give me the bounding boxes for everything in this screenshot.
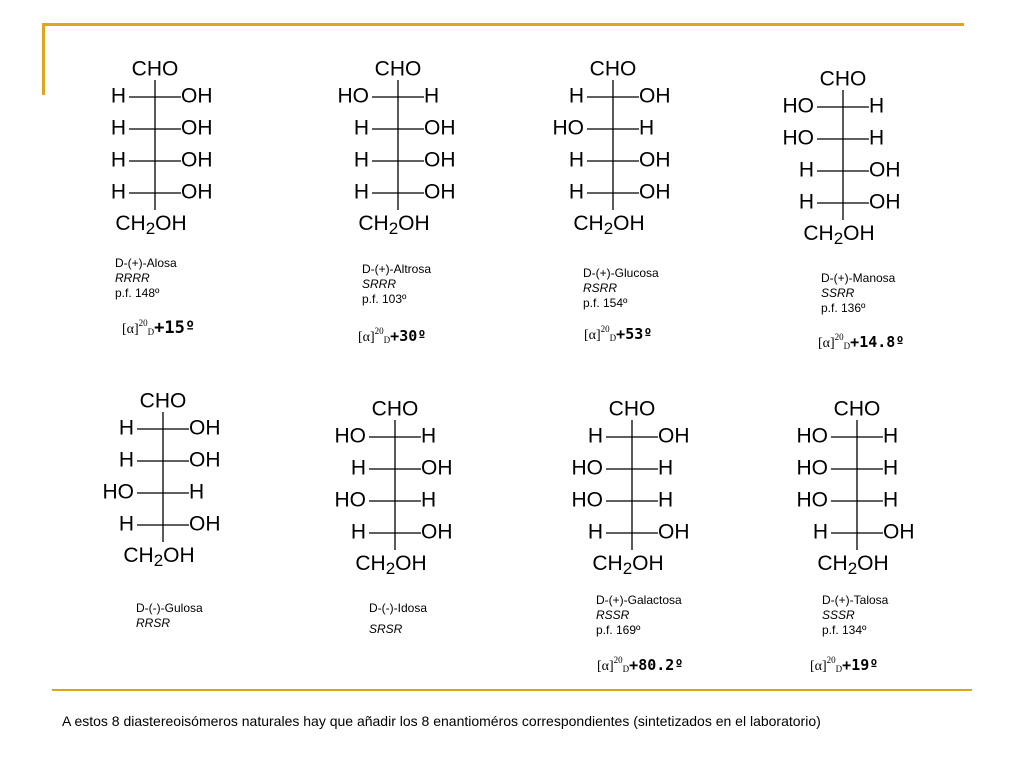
left-substituent: H [353,148,369,172]
right-substituent: OH [421,456,453,480]
left-substituent: H [587,520,603,544]
melting-point: p.f. 148º [115,286,160,300]
left-substituent: H [110,180,126,204]
right-substituent: H [421,488,437,512]
left-substituent: HO [796,424,828,448]
aldehyde-group-label: CHO [371,397,419,421]
footer-divider [52,689,972,691]
left-substituent: H [568,84,584,108]
sugar-name: D-(+)-Talosa [822,593,889,607]
fischer-projection [73,389,253,594]
sugar-name: D-(+)-Manosa [821,271,896,285]
sugar-name: D-(+)-Altrosa [362,262,432,276]
right-substituent: OH [869,190,901,214]
right-substituent: H [883,488,899,512]
configuration-label: SSSR [822,608,855,622]
left-substituent: H [118,512,134,536]
right-substituent: H [869,94,885,118]
right-substituent: OH [189,416,221,440]
fischer-projection [542,397,722,602]
left-substituent: HO [796,456,828,480]
sugar-name: D-(-)-Idosa [369,601,428,615]
left-substituent: H [118,416,134,440]
left-substituent: HO [571,488,603,512]
frame-top-rule [44,23,964,26]
specific-rotation: $[\alpha]^{20}_D+30º$ [358,326,427,345]
right-substituent: OH [658,424,690,448]
aldehyde-group-label: CHO [139,389,187,413]
right-substituent: OH [639,180,671,204]
fischer-projection [767,397,947,602]
left-substituent: HO [782,126,814,150]
hydroxymethyl-group-label: $CH_2OH$ [592,551,664,579]
configuration-label: SSRR [821,286,855,300]
hydroxymethyl-group-label: $CH_2OH$ [817,551,889,579]
melting-point: p.f. 134º [822,623,867,637]
configuration-label: RRRR [115,271,150,285]
right-substituent: H [424,84,440,108]
aldehyde-group-label: CHO [131,57,179,81]
sugar-name: D-(-)-Gulosa [136,601,203,615]
melting-point: p.f. 103º [362,292,407,306]
right-substituent: OH [424,148,456,172]
left-substituent: HO [571,456,603,480]
specific-rotation: $[\alpha]^{20}_D+80.2º$ [597,655,684,674]
right-substituent: OH [181,84,213,108]
left-substituent: H [587,424,603,448]
right-substituent: H [421,424,437,448]
left-substituent: H [812,520,828,544]
right-substituent: H [658,488,674,512]
left-substituent: H [568,148,584,172]
left-substituent: H [350,456,366,480]
sugar-name: D-(+)-Alosa [115,256,177,270]
right-substituent: OH [181,116,213,140]
sugar-info [136,601,203,631]
sugar-info [822,593,888,638]
hydroxymethyl-group-label: $CH_2OH$ [123,543,195,571]
fischer-projection [305,397,485,602]
right-substituent: OH [424,180,456,204]
sugar-info [369,601,427,637]
footer-note: A estos 8 diastereoisómeros naturales hay que añadir los 8 enantioméros correspondientes (sintetizados en el laboratorio) [62,713,821,729]
sugar-info [596,593,682,638]
left-substituent: HO [552,116,584,140]
melting-point: p.f. 154º [583,296,628,310]
specific-rotation: $[\alpha]^{20}_D+15º$ [122,318,196,338]
configuration-label: SRSR [369,622,403,636]
configuration-label: RRSR [136,616,171,630]
right-substituent: OH [189,448,221,472]
sugar-info [821,271,895,316]
right-substituent: OH [189,512,221,536]
right-substituent: OH [181,148,213,172]
specific-rotation: $[\alpha]^{20}_D+19º$ [810,655,879,674]
left-substituent: H [110,148,126,172]
right-substituent: OH [869,158,901,182]
configuration-label: SRRR [362,277,397,291]
right-substituent: OH [424,116,456,140]
left-substituent: HO [782,94,814,118]
configuration-label: RSSR [596,608,630,622]
right-substituent: OH [181,180,213,204]
hydroxymethyl-group-label: $CH_2OH$ [115,211,187,239]
left-substituent: H [798,158,814,182]
sugar-name: D-(+)-Galactosa [596,593,682,607]
right-substituent: OH [658,520,690,544]
left-substituent: H [798,190,814,214]
right-substituent: OH [883,520,915,544]
right-substituent: H [883,456,899,480]
left-substituent: H [118,448,134,472]
aldehyde-group-label: CHO [833,397,881,421]
left-substituent: HO [334,488,366,512]
aldehyde-group-label: CHO [819,67,867,91]
sugar-info [583,266,659,311]
fischer-projection [523,57,703,262]
aldehyde-group-label: CHO [589,57,637,81]
aldehyde-group-label: CHO [608,397,656,421]
fischer-projection [753,67,933,272]
left-substituent: H [350,520,366,544]
sugar-info [115,256,177,301]
right-substituent: H [869,126,885,150]
right-substituent: H [639,116,655,140]
hydroxymethyl-group-label: $CH_2OH$ [573,211,645,239]
melting-point: p.f. 136º [821,301,866,315]
aldehyde-group-label: CHO [374,57,422,81]
left-substituent: H [568,180,584,204]
right-substituent: H [658,456,674,480]
left-substituent: HO [334,424,366,448]
fischer-projection [65,57,245,262]
configuration-label: RSRR [583,281,618,295]
left-substituent: HO [796,488,828,512]
hydroxymethyl-group-label: $CH_2OH$ [358,211,430,239]
left-substituent: HO [337,84,369,108]
specific-rotation: $[\alpha]^{20}_D+53º$ [584,324,653,343]
left-substituent: H [110,84,126,108]
right-substituent: OH [639,148,671,172]
melting-point: p.f. 169º [596,623,641,637]
left-substituent: H [353,180,369,204]
left-substituent: H [110,116,126,140]
fischer-projection [308,57,488,262]
left-substituent: HO [102,480,134,504]
right-substituent: H [883,424,899,448]
sugar-name: D-(+)-Glucosa [583,266,659,280]
right-substituent: OH [639,84,671,108]
right-substituent: OH [421,520,453,544]
hydroxymethyl-group-label: $CH_2OH$ [355,551,427,579]
specific-rotation: $[\alpha]^{20}_D+14.8º$ [818,332,905,351]
left-substituent: H [353,116,369,140]
hydroxymethyl-group-label: $CH_2OH$ [803,221,875,249]
right-substituent: H [189,480,205,504]
sugar-info [362,262,431,307]
frame-left-rule [42,23,45,95]
